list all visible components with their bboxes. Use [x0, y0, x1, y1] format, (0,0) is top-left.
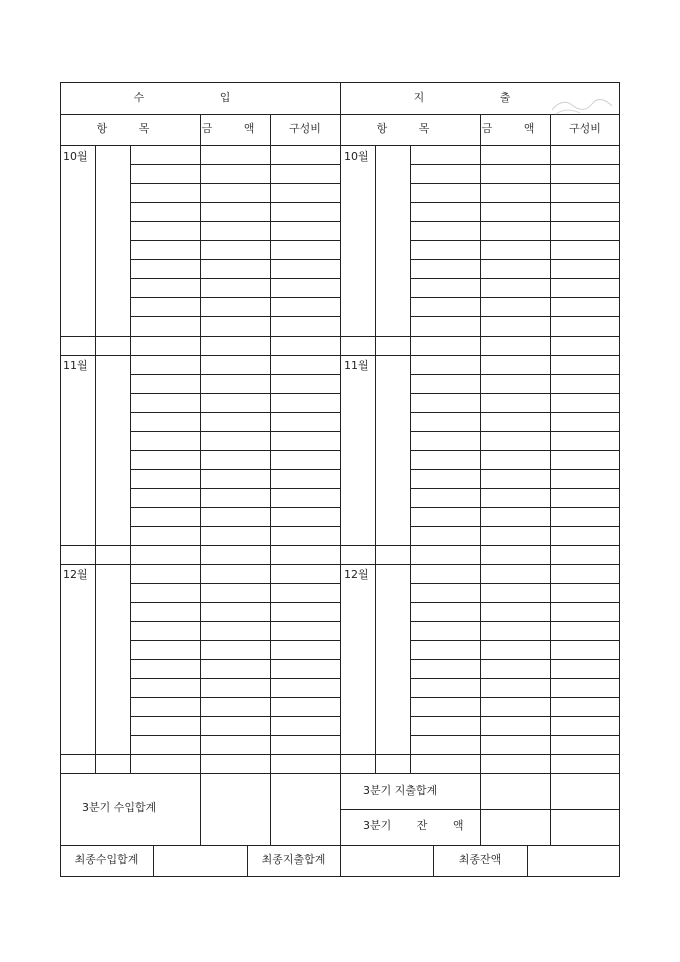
row-line — [410, 316, 620, 317]
final-col-sep — [153, 845, 154, 877]
expense-header: 지 출 — [413, 91, 547, 104]
ledger-table — [60, 82, 620, 877]
row-line — [410, 259, 620, 260]
row-line — [130, 316, 340, 317]
col-line — [270, 145, 271, 845]
row-line — [130, 183, 340, 184]
final-col-sep — [340, 845, 341, 877]
section-boundary — [60, 564, 620, 565]
row-line — [340, 336, 620, 337]
col-line — [95, 145, 96, 773]
row-line — [410, 678, 620, 679]
row-line — [410, 583, 620, 584]
row-line — [130, 697, 340, 698]
row-line — [410, 659, 620, 660]
row-line — [410, 221, 620, 222]
final-balance-label: 최종잔액 — [458, 853, 502, 866]
row-line — [130, 678, 340, 679]
row-line — [130, 621, 340, 622]
row-line — [130, 659, 340, 660]
row-line — [340, 545, 620, 546]
final-income-total-label: 최종수입합계 — [74, 853, 139, 866]
row-line — [130, 583, 340, 584]
expense-month-oct: 10월 — [344, 150, 369, 163]
final-expense-total-label: 최종지출합계 — [261, 853, 326, 866]
row-line — [130, 412, 340, 413]
row-line — [60, 336, 340, 337]
row-line — [410, 735, 620, 736]
expense-month-nov: 11월 — [344, 359, 369, 372]
row-line — [410, 393, 620, 394]
col-line — [200, 145, 201, 845]
row-line — [410, 240, 620, 241]
income-ratio-header: 구성비 — [289, 122, 321, 135]
row-line — [130, 450, 340, 451]
row-line — [130, 507, 340, 508]
income-month-nov: 11월 — [63, 359, 88, 372]
expense-month-dec: 12월 — [344, 568, 369, 581]
row-line — [130, 640, 340, 641]
row-line — [410, 488, 620, 489]
row-line — [410, 202, 620, 203]
row-line — [130, 393, 340, 394]
row-line — [410, 526, 620, 527]
section-boundary — [60, 355, 620, 356]
row-line — [410, 183, 620, 184]
row-line — [130, 278, 340, 279]
col-line — [550, 145, 551, 845]
income-header: 수 입 — [133, 91, 267, 104]
col-line — [375, 145, 376, 773]
row-line — [410, 431, 620, 432]
scan-smudge-icon — [548, 96, 616, 118]
quarter-income-total-label: 3분기 수입합계 — [82, 801, 157, 814]
expense-amount-header: 금 액 — [481, 122, 549, 135]
quarter-expense-total-label: 3분기 지출합계 — [363, 784, 438, 797]
row-line — [340, 754, 620, 755]
income-month-oct: 10월 — [63, 150, 88, 163]
row-line — [410, 716, 620, 717]
col-line — [480, 145, 481, 845]
income-amount-header: 금 액 — [201, 122, 269, 135]
row-line — [410, 412, 620, 413]
row-line — [130, 716, 340, 717]
row-line — [130, 374, 340, 375]
row-line — [410, 450, 620, 451]
border-left — [60, 82, 61, 877]
row-line — [410, 640, 620, 641]
summary-divider — [340, 809, 620, 810]
final-col-sep — [527, 845, 528, 877]
row-line — [130, 526, 340, 527]
row-line — [410, 297, 620, 298]
row-line — [130, 602, 340, 603]
row-line — [410, 621, 620, 622]
row-line — [410, 278, 620, 279]
expense-ratio-header: 구성비 — [569, 122, 601, 135]
row-line — [60, 754, 340, 755]
row-line — [410, 602, 620, 603]
income-month-dec: 12월 — [63, 568, 88, 581]
row-line — [130, 488, 340, 489]
row-line — [410, 374, 620, 375]
row-line — [130, 735, 340, 736]
row-line — [130, 240, 340, 241]
row-line — [130, 297, 340, 298]
income-item-header: 항 목 — [96, 122, 164, 135]
row-line — [130, 469, 340, 470]
row-line — [130, 259, 340, 260]
row-line — [410, 469, 620, 470]
expense-item-header: 항 목 — [376, 122, 444, 135]
row-line — [60, 545, 340, 546]
section-boundary — [60, 773, 620, 774]
row-line — [130, 221, 340, 222]
row-line — [410, 697, 620, 698]
quarter-balance-label: 3분기 잔 액 — [363, 819, 464, 832]
row-line — [130, 164, 340, 165]
row-line — [130, 202, 340, 203]
center-divider — [340, 82, 341, 845]
row-line — [410, 164, 620, 165]
row-line — [130, 431, 340, 432]
row-line — [410, 507, 620, 508]
